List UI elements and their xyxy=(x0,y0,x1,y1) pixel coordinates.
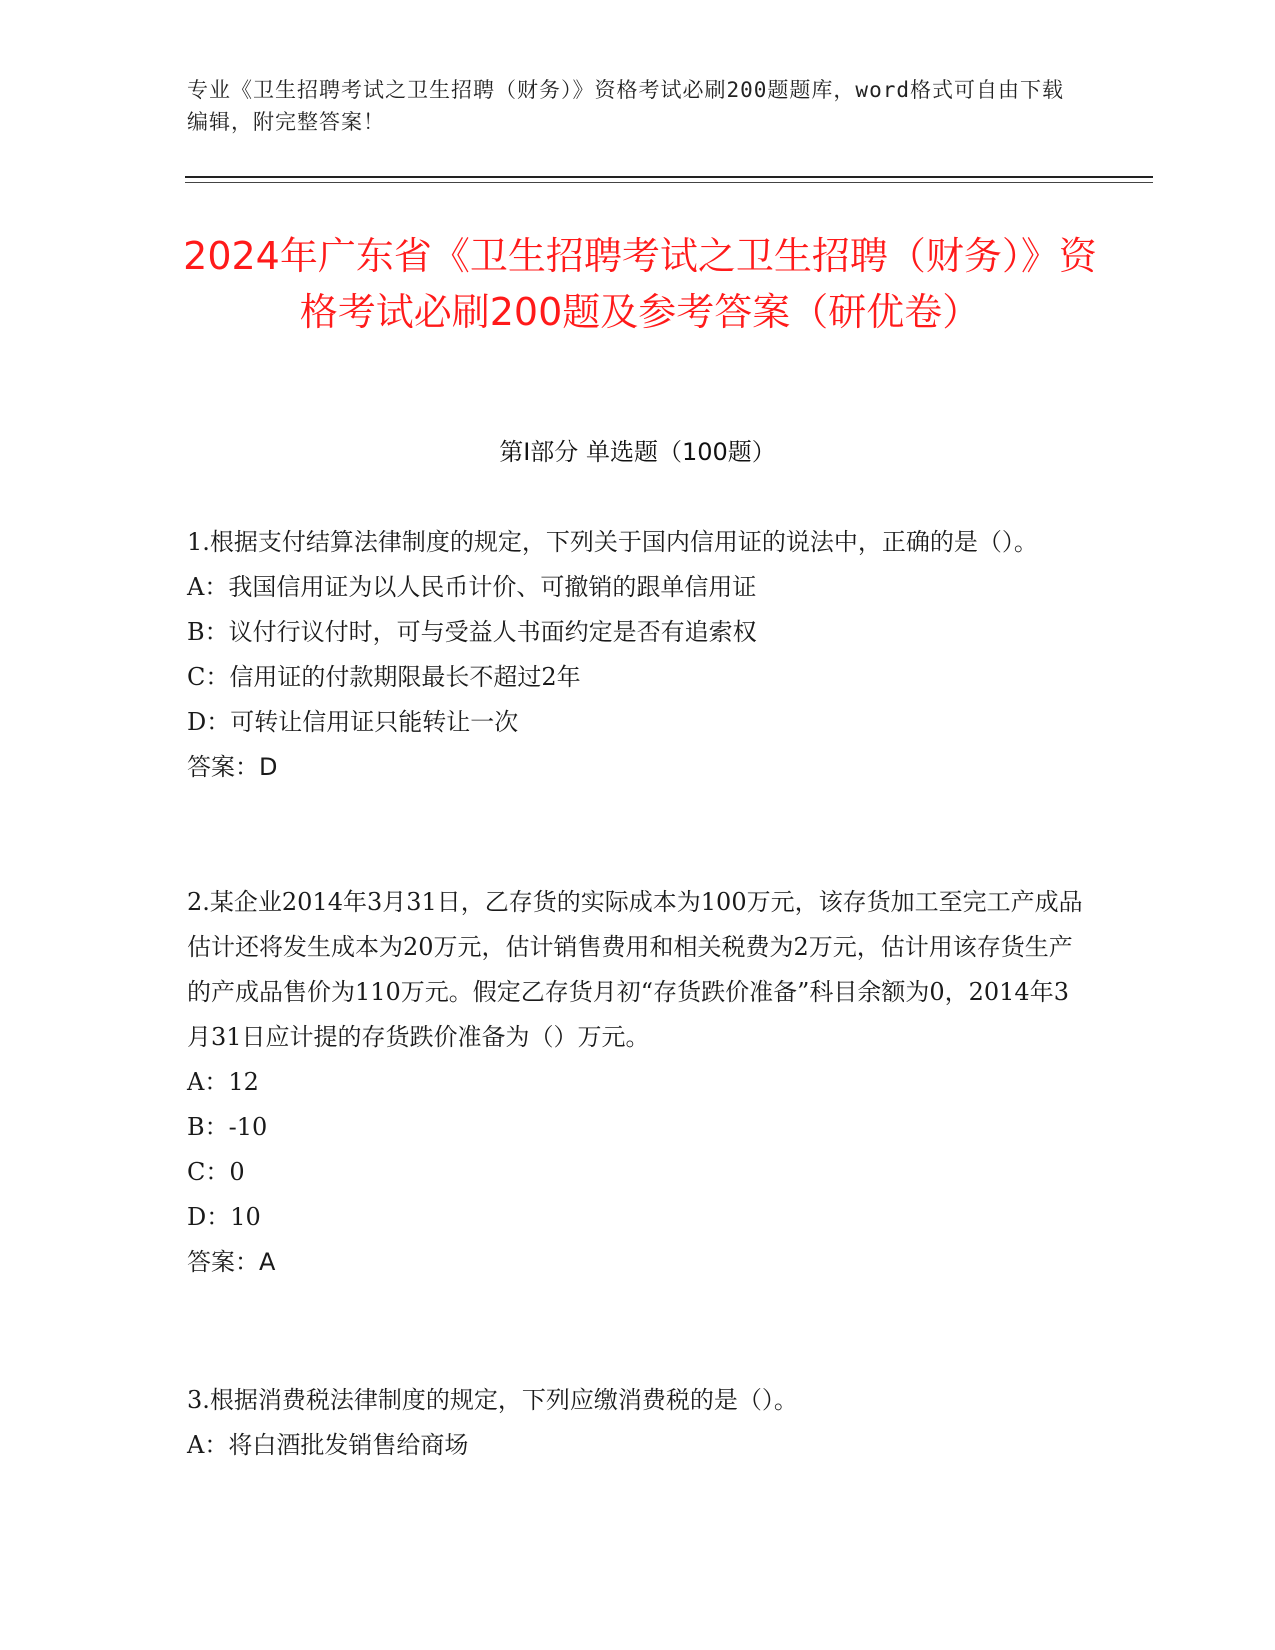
option-a: A：将白酒批发销售给商场 xyxy=(187,1431,469,1459)
option-c: C：信用证的付款期限最长不超过2年 xyxy=(187,663,581,691)
document-title: 2024年广东省《卫生招聘考试之卫生招聘（财务）》资格考试必刷200题及参考答案（研优卷） xyxy=(183,234,1097,334)
option-a: A：12 xyxy=(187,1068,259,1096)
header-rule-thick xyxy=(185,176,1153,178)
option-a: A：我国信用证为以人民币计价、可撤销的跟单信用证 xyxy=(187,573,757,601)
question-1 xyxy=(187,520,1087,790)
option-b: B：议付行议付时，可与受益人书面约定是否有追索权 xyxy=(187,618,757,646)
option-d: D：可转让信用证只能转让一次 xyxy=(187,708,519,736)
header-rule-thin xyxy=(185,182,1153,183)
question-stem: 2.某企业2014年3月31日，乙存货的实际成本为100万元，该存货加工至完工产成品估计还将发生成本为20万元，估计销售费用和相关税费为2万元，估计用该存货生产的产成品售价为110万元。假定乙存货月初“存货跌价准备”科目余额为0，2014年3月31日应计提的存货跌价准备为（）万元。 xyxy=(187,888,1083,1051)
answer: 答案：A xyxy=(187,1248,276,1276)
option-d: D：10 xyxy=(187,1203,261,1231)
question-2 xyxy=(187,880,1087,1285)
section-title: 第Ⅰ部分 单选题（100题） xyxy=(499,438,776,466)
answer: 答案：D xyxy=(187,753,278,781)
question-stem: 1.根据支付结算法律制度的规定，下列关于国内信用证的说法中，正确的是（）。 xyxy=(187,528,1038,556)
header-note: 专业《卫生招聘考试之卫生招聘（财务）》资格考试必刷200题题库，word格式可自由下载编辑，附完整答案！ xyxy=(187,78,1064,134)
option-b: B：-10 xyxy=(187,1113,268,1141)
question-3 xyxy=(187,1378,1087,1468)
question-stem: 3.根据消费税法律制度的规定，下列应缴消费税的是（）。 xyxy=(187,1386,798,1414)
option-c: C：0 xyxy=(187,1158,245,1186)
